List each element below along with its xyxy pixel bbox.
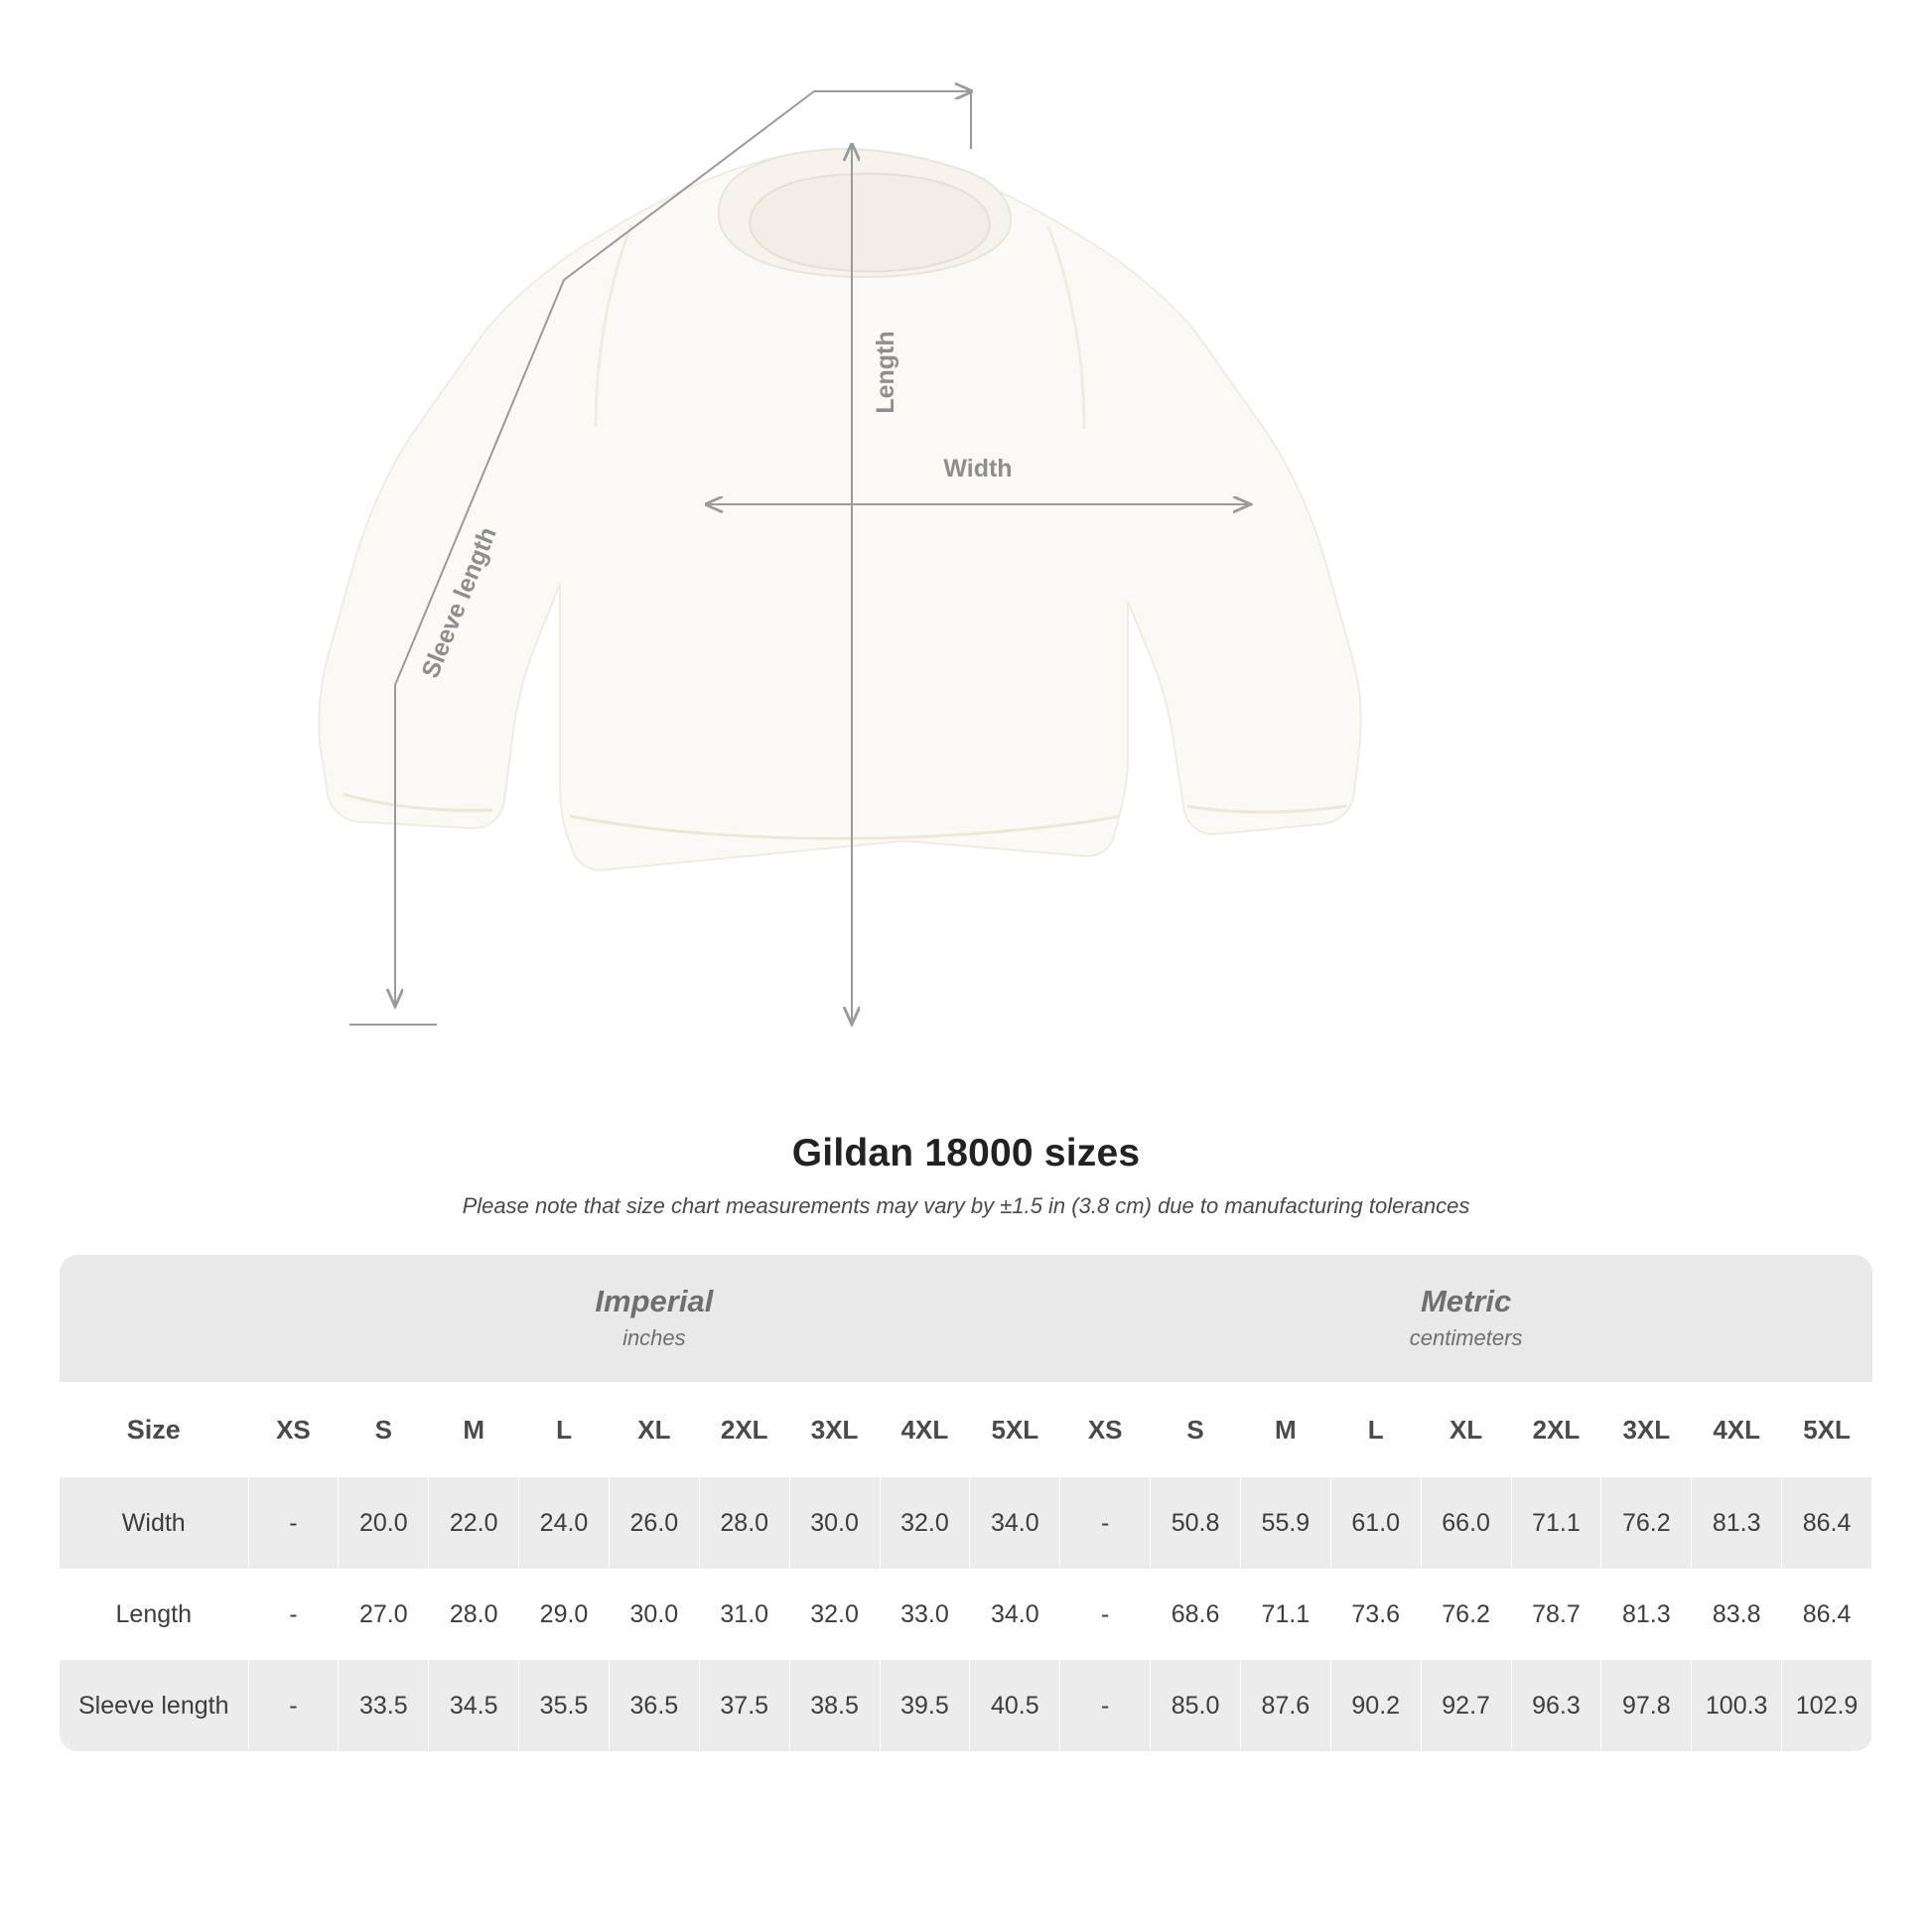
row-label-length: Length xyxy=(60,1569,248,1660)
sleeve-imperial-4xl: 39.5 xyxy=(880,1660,970,1751)
width-metric-s: 50.8 xyxy=(1151,1477,1241,1569)
sleeve-imperial-2xl: 37.5 xyxy=(699,1660,789,1751)
length-imperial-2xl: 31.0 xyxy=(699,1569,789,1660)
size-header-imperial-m: M xyxy=(429,1382,519,1477)
size-header-metric-3xl: 3XL xyxy=(1601,1382,1692,1477)
length-imperial-4xl: 33.0 xyxy=(880,1569,970,1660)
sleeve-length-label: Sleeve length xyxy=(416,523,502,682)
length-metric-l: 73.6 xyxy=(1330,1569,1421,1660)
sleeve-imperial-3xl: 38.5 xyxy=(789,1660,880,1751)
length-metric-5xl: 86.4 xyxy=(1782,1569,1872,1660)
width-imperial-3xl: 30.0 xyxy=(789,1477,880,1569)
width-metric-2xl: 71.1 xyxy=(1511,1477,1601,1569)
length-metric-s: 68.6 xyxy=(1151,1569,1241,1660)
length-imperial-5xl: 34.0 xyxy=(970,1569,1060,1660)
width-metric-4xl: 81.3 xyxy=(1692,1477,1782,1569)
width-imperial-4xl: 32.0 xyxy=(880,1477,970,1569)
sleeve-imperial-xl: 36.5 xyxy=(609,1660,699,1751)
sleeve-metric-xl: 92.7 xyxy=(1421,1660,1511,1751)
table-row xyxy=(60,1660,1872,1751)
length-imperial-l: 29.0 xyxy=(519,1569,610,1660)
width-metric-xs: - xyxy=(1060,1477,1151,1569)
width-metric-l: 61.0 xyxy=(1330,1477,1421,1569)
size-header-metric-s: S xyxy=(1151,1382,1241,1477)
sweatshirt-shape xyxy=(319,149,1360,870)
width-metric-3xl: 76.2 xyxy=(1601,1477,1692,1569)
size-header-imperial-xs: XS xyxy=(248,1382,339,1477)
length-imperial-m: 28.0 xyxy=(429,1569,519,1660)
unit-imperial-sub: inches xyxy=(622,1324,686,1350)
width-imperial-xl: 26.0 xyxy=(609,1477,699,1569)
sleeve-metric-5xl: 102.9 xyxy=(1782,1660,1872,1751)
unit-metric-sub: centimeters xyxy=(1409,1324,1523,1350)
size-header-imperial-s: S xyxy=(339,1382,429,1477)
sleeve-imperial-m: 34.5 xyxy=(429,1660,519,1751)
size-header-imperial-2xl: 2XL xyxy=(699,1382,789,1477)
size-table-wrapper xyxy=(60,1255,1872,1751)
page-title: Gildan 18000 sizes xyxy=(791,1132,1141,1174)
size-header-metric-5xl: 5XL xyxy=(1782,1382,1872,1477)
size-header-metric-l: L xyxy=(1330,1382,1421,1477)
width-metric-m: 55.9 xyxy=(1240,1477,1330,1569)
title-block xyxy=(0,1132,1932,1219)
unit-imperial-cell xyxy=(248,1255,1060,1382)
length-metric-xs: - xyxy=(1060,1569,1151,1660)
row-label-width: Width xyxy=(60,1477,248,1569)
sleeve-metric-2xl: 96.3 xyxy=(1511,1660,1601,1751)
sleeve-imperial-s: 33.5 xyxy=(339,1660,429,1751)
width-metric-5xl: 86.4 xyxy=(1782,1477,1872,1569)
length-metric-xl: 76.2 xyxy=(1421,1569,1511,1660)
size-header-metric-2xl: 2XL xyxy=(1511,1382,1601,1477)
width-imperial-xs: - xyxy=(248,1477,339,1569)
table-row xyxy=(60,1569,1872,1660)
size-header-metric-xs: XS xyxy=(1060,1382,1151,1477)
sleeve-metric-l: 90.2 xyxy=(1330,1660,1421,1751)
length-label: Length xyxy=(872,331,899,414)
unit-metric-cell xyxy=(1060,1255,1872,1382)
unit-metric-name: Metric xyxy=(1420,1284,1512,1319)
length-imperial-xl: 30.0 xyxy=(609,1569,699,1660)
sleeve-imperial-xs: - xyxy=(248,1660,339,1751)
sleeve-metric-4xl: 100.3 xyxy=(1692,1660,1782,1751)
width-imperial-m: 22.0 xyxy=(429,1477,519,1569)
size-header-metric-4xl: 4XL xyxy=(1692,1382,1782,1477)
length-imperial-xs: - xyxy=(248,1569,339,1660)
sleeve-imperial-l: 35.5 xyxy=(519,1660,610,1751)
size-header-imperial-l: L xyxy=(519,1382,610,1477)
length-metric-2xl: 78.7 xyxy=(1511,1569,1601,1660)
length-metric-4xl: 83.8 xyxy=(1692,1569,1782,1660)
sleeve-metric-m: 87.6 xyxy=(1240,1660,1330,1751)
unit-header-row xyxy=(60,1255,1872,1382)
sleeve-imperial-5xl: 40.5 xyxy=(970,1660,1060,1751)
width-imperial-l: 24.0 xyxy=(519,1477,610,1569)
length-metric-3xl: 81.3 xyxy=(1601,1569,1692,1660)
unit-imperial-name: Imperial xyxy=(595,1284,714,1319)
width-imperial-5xl: 34.0 xyxy=(970,1477,1060,1569)
width-metric-xl: 66.0 xyxy=(1421,1477,1511,1569)
row-label-sleeve-length: Sleeve length xyxy=(60,1660,248,1751)
width-imperial-s: 20.0 xyxy=(339,1477,429,1569)
length-imperial-s: 27.0 xyxy=(339,1569,429,1660)
length-metric-m: 71.1 xyxy=(1240,1569,1330,1660)
size-header-metric-m: M xyxy=(1240,1382,1330,1477)
width-label: Width xyxy=(943,455,1013,483)
width-imperial-2xl: 28.0 xyxy=(699,1477,789,1569)
table-row xyxy=(60,1477,1872,1569)
size-header-imperial-4xl: 4XL xyxy=(880,1382,970,1477)
tolerance-note: Please note that size chart measurements may vary by ±1.5 in (3.8 cm) due to manufacturing tolerances xyxy=(462,1193,1470,1218)
sleeve-metric-xs: - xyxy=(1060,1660,1151,1751)
size-header-imperial-3xl: 3XL xyxy=(789,1382,880,1477)
size-header-label: Size xyxy=(60,1382,248,1477)
size-header-row xyxy=(60,1382,1872,1477)
length-imperial-3xl: 32.0 xyxy=(789,1569,880,1660)
size-header-imperial-xl: XL xyxy=(609,1382,699,1477)
size-header-metric-xl: XL xyxy=(1421,1382,1511,1477)
size-table xyxy=(60,1255,1872,1751)
sleeve-metric-s: 85.0 xyxy=(1151,1660,1241,1751)
sleeve-metric-3xl: 97.8 xyxy=(1601,1660,1692,1751)
size-header-imperial-5xl: 5XL xyxy=(970,1382,1060,1477)
unit-spacer-cell xyxy=(60,1255,248,1382)
